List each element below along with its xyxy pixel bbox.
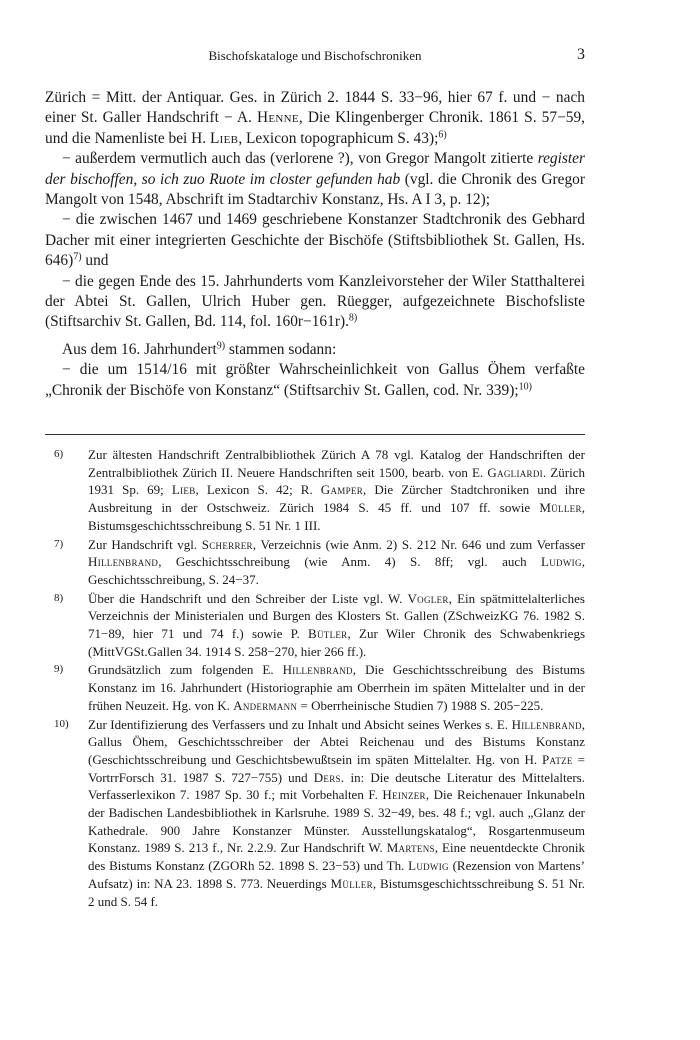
footnote-mark: 7) [54,537,64,550]
text-run: − die zwischen 1467 und 1469 geschriebene Konstanzer Stadtchronik des Gebhard Dacher mit einer integrierten Geschichte der Bischöfe (Stiftsbibliothek St. Gallen, Hs. 646) [45,211,585,270]
footnote-7 [45,536,585,589]
author-name: Hillenbrand [511,716,582,732]
text-run: − die um 1514/16 mit größter Wahrscheinlichkeit von Gallus Öhem verfaßte „Chronik der Bischöfe von Konstanz“ (Stiftsarchiv St. Gallen, cod. Nr. 339); [45,361,585,399]
text-run: Zur Identifizierung des Verfassers und zu Inhalt und Absicht seines Werkes s. E. [88,716,512,732]
author-name: Ludwig [408,858,449,874]
paragraph-3 [45,210,585,271]
footnote-mark: 8) [54,591,64,604]
running-title: Bischofskataloge und Bischofschroniken [208,48,422,63]
author-name: Bütler [308,626,348,642]
footnote-ref[interactable]: 7) [73,251,82,263]
footnote-ref[interactable]: 8) [348,312,358,324]
paragraph-4 [45,272,585,333]
paragraph-1 [45,88,585,149]
author-name: Andermann [233,697,298,713]
text-run: , Lexicon topographicum S. 43); [238,129,439,147]
author-name: Müller [330,875,373,891]
text-run: , Zur Wiler Chronik des Schwabenkriegs (MittVGSt.Gallen 34. 1914 S. 258−270, hier 266 ff.). [88,626,586,659]
text-run: , Bistumsgeschichtsschreibung S. 51 Nr. 1 III. [88,500,585,533]
text-run: Zur Handschrift vgl. [88,536,202,552]
text-run: (Rezension von Martens’ Aufsatz) in: NA 23. 1898 S. 773. Neuerdings [88,858,585,891]
text-run: in: Die deutsche Literatur des Mittelalters. Verfasserlexikon 7. 1987 Sp. 30 f.; mit Vorbehalten F. [88,769,585,803]
text-run: Über die Handschrift und den Schreiber der Liste vgl. W. [88,590,408,606]
text-run: , Die Geschichtsschreibung des Bistums Konstanz im 16. Jahrhundert (Historiographie am Oberrhein im späten Mittelalter und in der frühen Neuzeit. Hg. von K. [88,662,585,713]
document-page [45,0,585,1040]
paragraph-6 [45,360,585,401]
text-run: , Geschichtsschreibung (wie Anm. 4) S. 8ff; vgl. auch [158,554,542,570]
text-run: , Die Reichenauer Inkunabeln der Badischen Landesbibliothek in Karlsruhe. 1989 S. 32−49, bes. 48 f.; vgl. auch „Glanz der Kathedrale. 900 Jahre Konstanzer Münster. Ausstellungskatalog“, Rosgartenmuseum Konstanz. 1989 S. 213 f., Nr. 2.2.9. Zur Handschrift W. [88,787,585,856]
author-name: Ludwig [541,554,582,570]
author-name: Martens [386,840,435,856]
text-run: . Zürich 1931 Sp. 69; [88,464,585,498]
running-head [45,48,585,68]
text-run: , Lexicon S. 42; R. [195,482,321,498]
footnote-mark: 10) [54,717,69,730]
text-run: und [81,252,109,270]
author-name: Gamper [320,482,363,498]
text-run: , Gallus Öhem, Geschichtsschreiber der Abtei Reichenau und des Bistums Konstanz (Geschichtsschreibung und Geschichtsbewußtsein im späten Mittelalter. Hg. von H. [88,716,585,767]
author-name: Patze [542,751,573,767]
text-run: , Ein spätmittelalterliches Verzeichnis der Ministerialen und Burgen des Klosters St. Gallen (ZSchweizKG 76. 1982 S. 71−89, hier 71 und 74 f.) sowie P. [88,590,585,642]
footnote-ref[interactable]: 6) [438,129,447,141]
paragraph-5 [45,340,585,360]
text-run: stammen sodann: [225,340,337,358]
author-name: Hillenbrand [88,554,159,570]
text-run: = VortrrForsch 31. 1987 S. 727−755) und [88,751,585,785]
footnote-9 [45,661,585,714]
author-name: Ders. [313,769,345,785]
footnote-mark: 9) [54,663,64,676]
text-run: , Bistumsgeschichtsschreibung S. 51 Nr. 2 und S. 54 f. [88,875,585,909]
author-name: Müller [539,500,582,516]
footnotes [45,446,585,911]
author-name: Heinzer [382,787,426,803]
footnote-6 [45,446,585,535]
footnote-8 [45,590,585,661]
footnote-ref[interactable]: 10) [518,381,532,393]
text-run: , Eine neuentdeckte Chronik des Bistums Konstanz (ZGORh 52. 1898 S. 23−53) und Th. [88,840,586,874]
body-text [45,88,585,401]
author-name: Lieb [171,482,196,498]
text-run: − außerdem vermutlich auch das (verlorene ?), von Gregor Mangolt zitierte [62,150,538,168]
author-name: Lieb [209,129,239,147]
author-name: Henne [256,109,299,127]
page-number: 3 [577,46,585,63]
text-run: , Die Zürcher Stadtchroniken und ihre Ausbreitung in der Ostschweiz. Zürich 1984 S. 45 ff. und 107 ff. sowie [88,482,586,516]
text-run: , Die Klingenberger Chronik. 1861 S. 57−59, und die Namenliste bei H. [45,109,585,147]
author-name: Hillenbrand [282,662,353,678]
text-run: Zur ältesten Handschrift Zentralbibliothek Zürich A 78 vgl. Katalog der Handschriften der Zentralbibliothek Zürich II. Neuere Handschriften seit 1500, bearb. von E. [88,447,585,480]
paragraph-2 [45,149,585,210]
paragraph-gap [45,333,585,340]
text-run: − die gegen Ende des 15. Jahrhunderts vom Kanzleivorsteher der Wiler Statthalterei der Abtei St. Gallen, Ulrich Huber gen. Rüegger, aufgezeichnete Bischofsliste (Stiftsarchiv St. Gallen, Bd. 114, fol. 160r−161r). [45,272,585,331]
author-name: Scherrer [201,536,253,552]
text-run: Aus dem 16. Jahrhundert [62,340,217,358]
footnote-mark: 6) [54,448,64,460]
footnote-ref[interactable]: 9) [216,340,226,352]
quoted-title: register der bischoffen, so ich zuo Ruote im closter gefunden hab [45,150,585,188]
text-run: , Verzeichnis (wie Anm. 2) S. 212 Nr. 646 und zum Verfasser [252,536,585,552]
footnote-divider [45,434,585,435]
text-run: Grundsätzlich zum folgenden E. [88,662,283,678]
footnote-10 [45,716,585,911]
text-run: Zürich = Mitt. der Antiquar. Ges. in Zürich 2. 1844 S. 33−96, hier 67 f. und − nach einer St. Galler Handschrift − A. [45,89,585,127]
text-run: , Geschichtsschreibung, S. 24−37. [88,554,585,587]
author-name: Gagliardi [487,464,543,480]
text-run: = Oberrheinische Studien 7) 1988 S. 205−225. [297,697,544,713]
author-name: Vogler [407,590,449,606]
text-run: (vgl. die Chronik des Gregor Mangolt von 1548, Abschrift im Stadtarchiv Konstanz, Hs. A I 3, p. 12); [45,170,585,209]
